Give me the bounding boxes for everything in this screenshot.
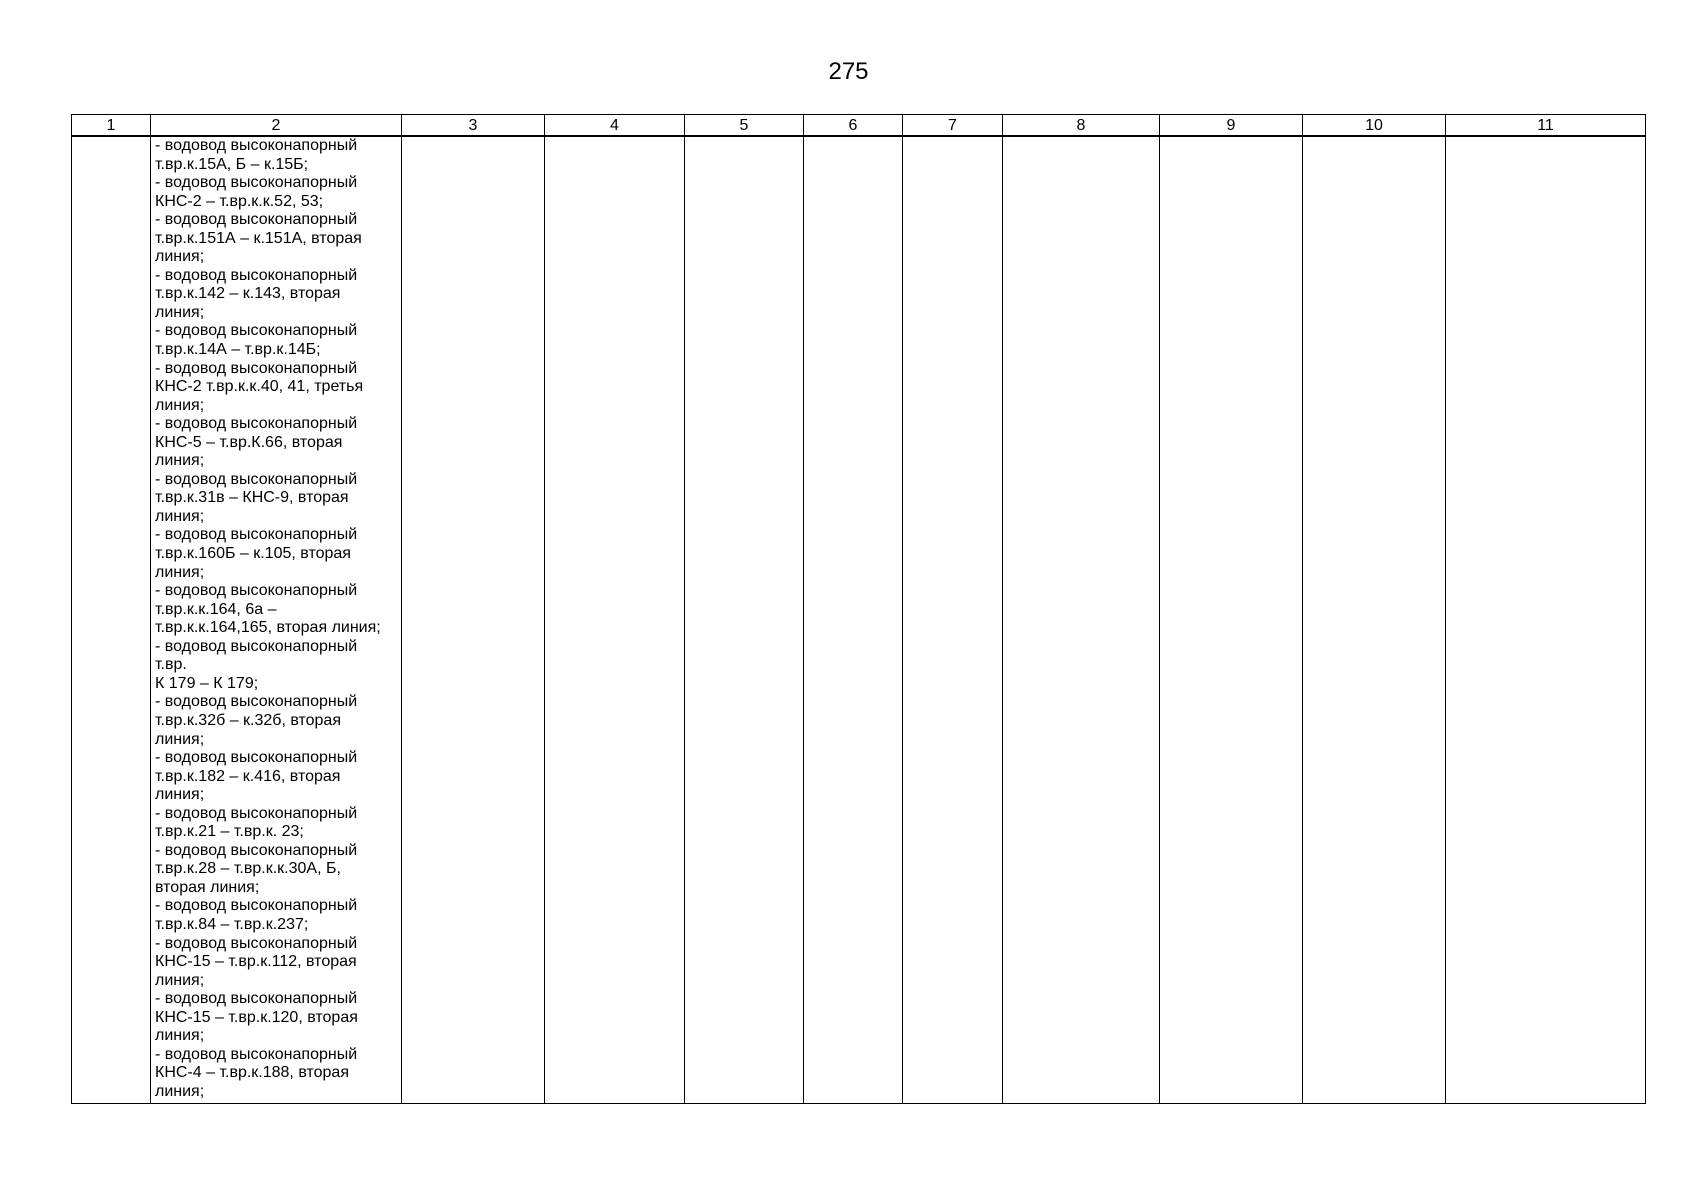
list-item: линия; bbox=[155, 507, 205, 525]
list-item: линия; bbox=[155, 730, 205, 748]
table-row bbox=[72, 136, 1646, 1104]
list-item: т.вр.к.21 – т.вр.к. 23; bbox=[155, 823, 304, 841]
list-item: - водовод высоконапорный bbox=[155, 415, 358, 433]
list-item: - водовод высоконапорный bbox=[155, 934, 358, 952]
list-item: линия; bbox=[155, 971, 205, 989]
list-item: - водовод высоконапорный bbox=[155, 359, 358, 377]
list-item: - водовод высоконапорный bbox=[155, 266, 358, 284]
pipeline-list bbox=[151, 137, 401, 1101]
column-header-2: 2 bbox=[151, 115, 402, 137]
list-item: т.вр.к.к.164, 6а – bbox=[155, 600, 277, 618]
header-row bbox=[72, 115, 1646, 137]
list-item: т.вр.к.28 – т.вр.к.к.30А, Б, bbox=[155, 860, 341, 878]
column-header-3: 3 bbox=[402, 115, 545, 137]
list-item: - водовод высоконапорный bbox=[155, 637, 358, 655]
list-item: т.вр.к.31в – КНС-9, вторая bbox=[155, 489, 349, 507]
cell-col-4 bbox=[545, 136, 685, 1104]
list-item: т.вр.к.15А, Б – к.15Б; bbox=[155, 155, 309, 173]
list-item: - водовод высоконапорный bbox=[155, 693, 358, 711]
cell-col-6 bbox=[804, 136, 903, 1104]
list-item: т.вр.к.142 – к.143, вторая bbox=[155, 285, 341, 303]
cell-col-10 bbox=[1303, 136, 1446, 1104]
list-item: т.вр.к.к.164,165, вторая линия; bbox=[155, 619, 381, 637]
list-item: - водовод высоконапорный bbox=[155, 322, 358, 340]
list-item: - водовод высоконапорный bbox=[155, 526, 358, 544]
list-item: т.вр.к.84 – т.вр.к.237; bbox=[155, 915, 309, 933]
list-item: КНС-2 т.вр.к.к.40, 41, третья bbox=[155, 378, 364, 396]
list-item: КНС-15 – т.вр.к.120, вторая bbox=[155, 1008, 358, 1026]
list-item: т.вр.к.14А – т.вр.к.14Б; bbox=[155, 341, 321, 359]
data-table bbox=[71, 114, 1646, 1104]
list-item: линия; bbox=[155, 303, 205, 321]
list-item: КНС-4 – т.вр.к.188, вторая bbox=[155, 1064, 349, 1082]
page-number: 275 bbox=[828, 58, 869, 85]
column-header-5: 5 bbox=[685, 115, 804, 137]
list-item: - водовод высоконапорный bbox=[155, 749, 358, 767]
column-header-1: 1 bbox=[72, 115, 151, 137]
column-header-9: 9 bbox=[1160, 115, 1303, 137]
list-item: линия; bbox=[155, 786, 205, 804]
cell-col-5 bbox=[685, 136, 804, 1104]
list-item: т.вр.к.151А – к.151А, вторая bbox=[155, 229, 362, 247]
list-item: К 179 – К 179; bbox=[155, 674, 259, 692]
list-item: КНС-2 – т.вр.к.к.52, 53; bbox=[155, 192, 324, 210]
column-header-8: 8 bbox=[1003, 115, 1160, 137]
column-header-7: 7 bbox=[903, 115, 1003, 137]
column-header-6: 6 bbox=[804, 115, 903, 137]
column-header-10: 10 bbox=[1303, 115, 1446, 137]
list-item: т.вр.к.32б – к.32б, вторая bbox=[155, 711, 341, 729]
list-item: линия; bbox=[155, 396, 205, 414]
list-item: - водовод высоконапорный bbox=[155, 137, 358, 154]
list-item: вторая линия; bbox=[155, 878, 260, 896]
list-item: - водовод высоконапорный bbox=[155, 1045, 358, 1063]
column-header-4: 4 bbox=[545, 115, 685, 137]
list-item: - водовод высоконапорный bbox=[155, 211, 358, 229]
list-item: - водовод высоконапорный bbox=[155, 174, 358, 192]
list-item: т.вр.к.182 – к.416, вторая bbox=[155, 767, 341, 785]
cell-col-1 bbox=[72, 136, 151, 1104]
cell-col-11 bbox=[1446, 136, 1646, 1104]
column-header-11: 11 bbox=[1446, 115, 1646, 137]
cell-col-2 bbox=[151, 136, 402, 1104]
list-item: КНС-5 – т.вр.К.66, вторая bbox=[155, 433, 343, 451]
list-item: - водовод высоконапорный bbox=[155, 470, 358, 488]
list-item: - водовод высоконапорный bbox=[155, 804, 358, 822]
list-item: - водовод высоконапорный bbox=[155, 841, 358, 859]
list-item: линия; bbox=[155, 563, 205, 581]
list-item: линия; bbox=[155, 1082, 205, 1100]
list-item: линия; bbox=[155, 248, 205, 266]
list-item: т.вр. bbox=[155, 656, 187, 674]
list-item: т.вр.к.160Б – к.105, вторая bbox=[155, 545, 351, 563]
cell-col-3 bbox=[402, 136, 545, 1104]
cell-col-7 bbox=[903, 136, 1003, 1104]
list-item: КНС-15 – т.вр.к.112, вторая bbox=[155, 953, 357, 971]
list-item: - водовод высоконапорный bbox=[155, 990, 358, 1008]
list-item: линия; bbox=[155, 1027, 205, 1045]
list-item: - водовод высоконапорный bbox=[155, 582, 358, 600]
cell-col-9 bbox=[1160, 136, 1303, 1104]
list-item: - водовод высоконапорный bbox=[155, 897, 358, 915]
list-item: линия; bbox=[155, 452, 205, 470]
cell-col-8 bbox=[1003, 136, 1160, 1104]
